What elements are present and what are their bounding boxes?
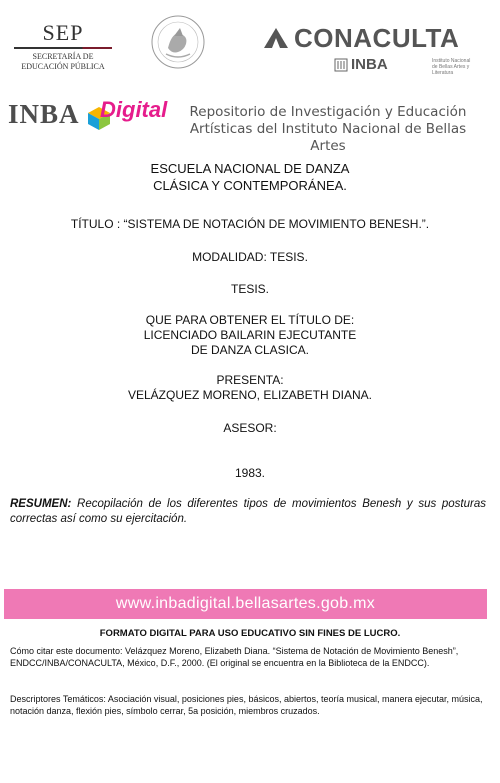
- url-banner: [4, 589, 487, 619]
- sep-sub-line-2: EDUCACIÓN PÚBLICA: [21, 62, 105, 71]
- degree-line: QUE PARA OBTENER EL TÍTULO DE: LICENCIADO BAILARIN EJECUTANTE DE DANZA CLASICA.: [143, 313, 357, 357]
- mexico-seal-icon: [150, 14, 206, 70]
- citation: Cómo citar este documento: Velázquez Moreno, Elizabeth Diana. “Sistema de Notación de Movimiento Benesh”, ENDCC/INBA/CONACULTA, México, D.F., 2000. (El original se encuentra en la Biblioteca de la ENDCC).: [10, 646, 459, 668]
- summary: [10, 497, 486, 527]
- author-name: VELÁZQUEZ MORENO, ELIZABETH DIANA.: [127, 388, 373, 402]
- summary-label: RESUMEN:: [10, 498, 72, 510]
- inba-word: INBA: [8, 99, 80, 129]
- sep-logo: SEP: [42, 20, 84, 45]
- inba-mark-icon: [334, 58, 348, 72]
- inba-small-subtitle: Instituto Nacional de Bellas Artes y Literatura: [432, 58, 471, 76]
- school-name: ESCUELA NACIONAL DE DANZA CLÁSICA Y CONTEMPORÁNEA.: [150, 161, 350, 193]
- document-type: TESIS.: [230, 282, 269, 296]
- conaculta-logo: CONACULTA: [294, 23, 460, 53]
- sep-rule: [14, 47, 112, 49]
- inba-digital-logo: [8, 95, 168, 135]
- descriptors: Descriptores Temáticos: Asociación visual, posiciones pies, básicos, abiertos, teoría musical, manera ejecutar, música, notación danza, flexión pies, símbolo cerrar, 5a posición, miembros cruzados.: [10, 694, 483, 716]
- modality: MODALIDAD: TESIS.: [192, 250, 308, 264]
- sep-sub-line-1: SECRETARÍA DE: [32, 52, 94, 61]
- sep-logo-block: [8, 22, 118, 72]
- presenta-label: PRESENTA:: [216, 373, 284, 387]
- thesis-title: TÍTULO : “SISTEMA DE NOTACIÓN DE MOVIMIENTO BENESH.”.: [70, 217, 430, 231]
- digital-word: Digital: [100, 97, 168, 122]
- repository-title: Repositorio de Investigación y Educación Artísticas del Instituto Nacional de Bellas Artes: [189, 104, 467, 154]
- site-url[interactable]: www.inbadigital.bellasartes.gob.mx: [115, 595, 376, 612]
- advisor-label: ASESOR:: [223, 421, 277, 435]
- year: 1983.: [234, 466, 266, 480]
- inba-small-logo: INBA: [351, 56, 388, 73]
- presenta-block: [0, 373, 500, 403]
- format-notice: FORMATO DIGITAL PARA USO EDUCATIVO SIN FINES DE LUCRO.: [99, 628, 401, 639]
- summary-text: Recopilación de los diferentes tipos de movimientos Benesh y sus posturas correctas así como su ejercitación.: [10, 498, 486, 525]
- conaculta-mark-icon: [262, 26, 290, 50]
- conaculta-logo-block: [262, 23, 472, 76]
